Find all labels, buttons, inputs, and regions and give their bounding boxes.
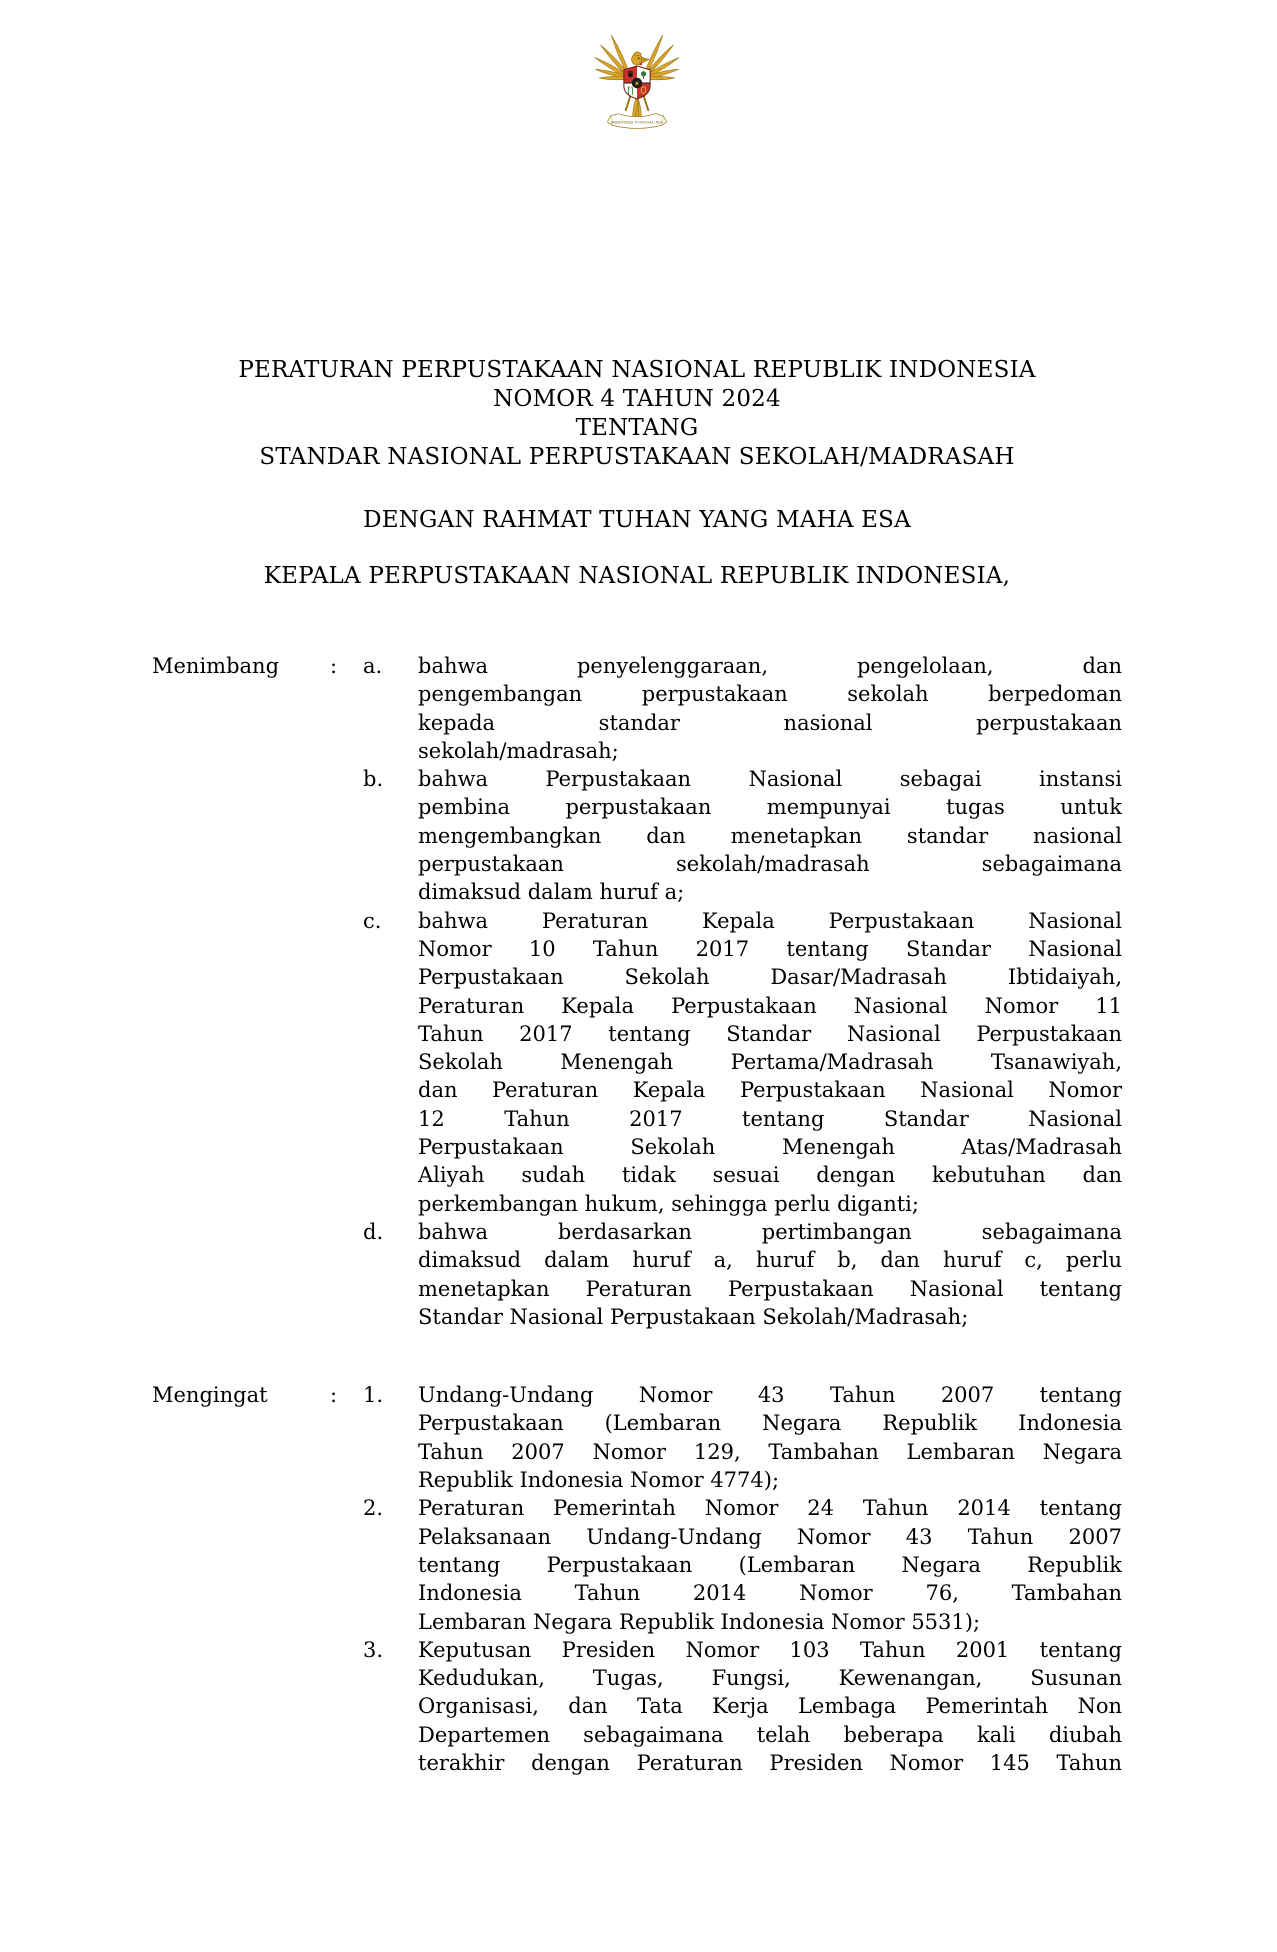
list-item xyxy=(363,1636,1122,1777)
text-line: Lembaran Negara Republik Indonesia Nomor 5531); xyxy=(418,1609,981,1634)
text-line: kepada standar nasional perpustakaan xyxy=(418,710,1122,735)
section-colon: : xyxy=(330,1383,338,1408)
item-marker: 1. xyxy=(363,1383,384,1408)
list-item xyxy=(363,1218,1122,1331)
text-line: Tahun 2017 tentang Standar Nasional Perpustakaan xyxy=(418,1021,1122,1046)
text-line: Republik Indonesia Nomor 4774); xyxy=(418,1468,780,1493)
text-line: Keputusan Presiden Nomor 103 Tahun 2001 tentang xyxy=(418,1637,1122,1662)
official-line: KEPALA PERPUSTAKAAN NASIONAL REPUBLIK INDONESIA, xyxy=(263,563,1011,589)
text-line: Nomor 10 Tahun 2017 tentang Standar Nasional xyxy=(418,936,1122,961)
garuda-eye xyxy=(638,58,640,60)
item-marker: a. xyxy=(363,654,383,678)
section-colon: : xyxy=(330,654,338,678)
text-line: dimaksud dalam huruf a, huruf b, dan huruf c, perlu xyxy=(418,1248,1122,1273)
item-marker: c. xyxy=(363,908,382,933)
text-line: Standar Nasional Perpustakaan Sekolah/Madrasah; xyxy=(418,1304,969,1329)
text-line: Perpustakaan Sekolah Dasar/Madrasah Ibtidaiyah, xyxy=(418,965,1122,990)
text-line: pembina perpustakaan mempunyai tugas untuk xyxy=(418,795,1122,820)
item-text xyxy=(418,765,1122,906)
list-item xyxy=(363,765,1122,906)
text-line: Aliyah sudah tidak sesuai dengan kebutuhan dan xyxy=(418,1163,1122,1188)
text-line: dan Peraturan Kepala Perpustakaan Nasional Nomor xyxy=(418,1078,1122,1103)
section-label: Mengingat xyxy=(152,1383,268,1408)
text-line: Organisasi, dan Tata Kerja Lembaga Pemerintah Non xyxy=(418,1694,1122,1719)
document-body xyxy=(152,0,1122,1777)
title-line-4: STANDAR NASIONAL PERPUSTAKAAN SEKOLAH/MADRASAH xyxy=(259,444,1015,470)
pancasila-shield xyxy=(624,66,650,99)
text-line: bahwa Perpustakaan Nasional sebagai instansi xyxy=(418,767,1122,792)
text-line: terakhir dengan Peraturan Presiden Nomor 145 Tahun xyxy=(418,1750,1122,1775)
text-line: sekolah/madrasah; xyxy=(418,738,619,763)
text-line: Perpustakaan Sekolah Menengah Atas/Madrasah xyxy=(418,1135,1122,1160)
list-item xyxy=(363,907,1122,1218)
text-line: Indonesia Tahun 2014 Nomor 76, Tambahan xyxy=(418,1581,1122,1606)
item-text xyxy=(418,1494,1122,1635)
text-line: perpustakaan sekolah/madrasah sebagaimana xyxy=(418,852,1122,877)
text-line: Sekolah Menengah Pertama/Madrasah Tsanawiyah, xyxy=(418,1050,1122,1075)
body-sections xyxy=(152,652,1122,1777)
text-line: Perpustakaan (Lembaran Negara Republik Indonesia xyxy=(418,1411,1122,1436)
text-line: Peraturan Pemerintah Nomor 24 Tahun 2014 tentang xyxy=(418,1496,1122,1521)
section-items xyxy=(363,1381,1122,1777)
list-item xyxy=(363,652,1122,765)
title-line-3: TENTANG xyxy=(575,415,699,441)
item-text xyxy=(418,907,1122,1218)
garuda-wattle xyxy=(639,62,642,65)
item-text xyxy=(418,1218,1122,1331)
text-line: bahwa berdasarkan pertimbangan sebagaimana xyxy=(418,1219,1122,1244)
text-line: Peraturan Kepala Perpustakaan Nasional Nomor 11 xyxy=(418,993,1122,1018)
star-icon: ★ xyxy=(634,79,640,88)
item-text xyxy=(418,1381,1122,1494)
ribbon-text: BHINNEKA TUNGGAL IKA xyxy=(611,120,663,125)
text-line: Tahun 2007 Nomor 129, Tambahan Lembaran Negara xyxy=(418,1439,1122,1464)
text-line: perkembangan hukum, sehingga perlu diganti; xyxy=(418,1191,919,1216)
text-line: bahwa Peraturan Kepala Perpustakaan Nasional xyxy=(418,908,1122,933)
text-line: menetapkan Peraturan Perpustakaan Nasional tentang xyxy=(418,1276,1122,1301)
text-line: Kedudukan, Tugas, Fungsi, Kewenangan, Susunan xyxy=(418,1666,1122,1691)
item-marker: d. xyxy=(363,1219,384,1244)
invocation-line: DENGAN RAHMAT TUHAN YANG MAHA ESA xyxy=(363,507,911,533)
title-line-1: PERATURAN PERPUSTAKAAN NASIONAL REPUBLIK INDONESIA xyxy=(238,357,1036,383)
list-item xyxy=(363,1381,1122,1494)
garuda-pancasila-icon xyxy=(580,31,694,135)
section-label: Menimbang xyxy=(152,654,280,678)
text-line: Pelaksanaan Undang-Undang Nomor 43 Tahun 2007 xyxy=(418,1524,1122,1549)
text-line: 12 Tahun 2017 tentang Standar Nasional xyxy=(418,1106,1122,1131)
text-line: Departemen sebagaimana telah beberapa kali diubah xyxy=(418,1722,1122,1747)
text-line: bahwa penyelenggaraan, pengelolaan, dan xyxy=(418,654,1122,678)
list-item xyxy=(363,1494,1122,1635)
item-text xyxy=(418,1636,1122,1777)
item-marker: 2. xyxy=(363,1496,384,1521)
item-text xyxy=(418,652,1122,765)
text-line: Undang-Undang Nomor 43 Tahun 2007 tentang xyxy=(418,1383,1122,1408)
text-line: mengembangkan dan menetapkan standar nasional xyxy=(418,823,1122,848)
item-marker: b. xyxy=(363,767,384,792)
garuda-pancasila-emblem xyxy=(580,31,694,135)
text-line: tentang Perpustakaan (Lembaran Negara Republik xyxy=(418,1552,1122,1577)
document-title xyxy=(152,356,1122,472)
title-line-2: NOMOR 4 TAHUN 2024 xyxy=(493,386,781,412)
item-marker: 3. xyxy=(363,1637,384,1662)
section-mengingat xyxy=(152,1381,1122,1777)
section-items xyxy=(363,652,1122,1331)
text-line: pengembangan perpustakaan sekolah berpedoman xyxy=(418,682,1122,707)
section-menimbang xyxy=(152,652,1122,1331)
text-line: dimaksud dalam huruf a; xyxy=(418,880,685,905)
